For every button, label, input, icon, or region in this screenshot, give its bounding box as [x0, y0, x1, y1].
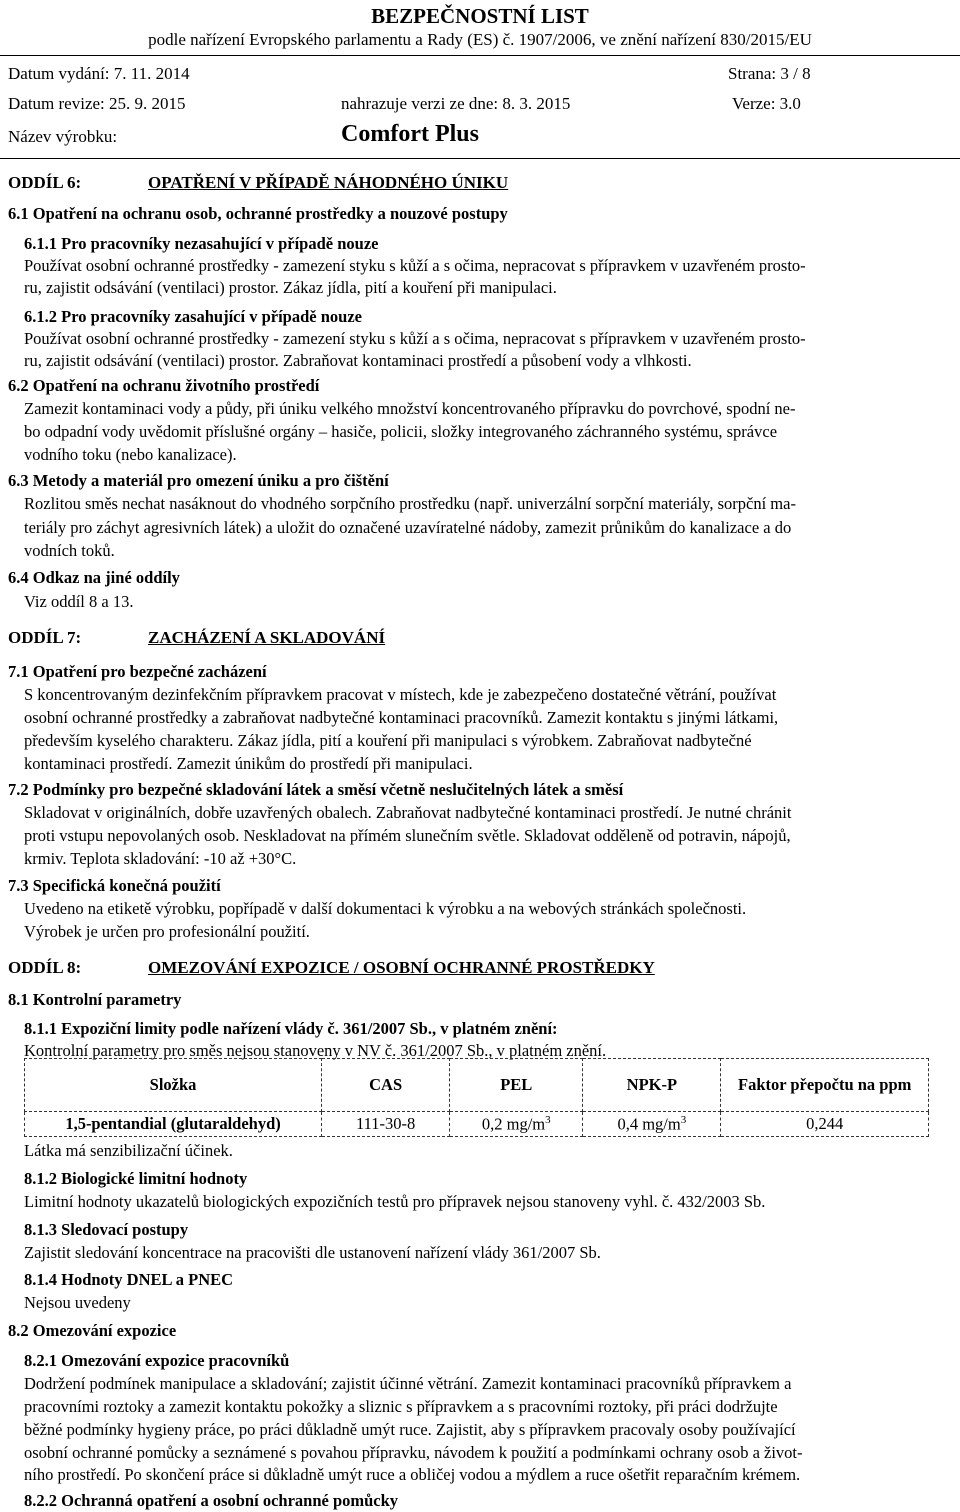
s7-2-heading: 7.2 Podmínky pro bezpečné skladování látek a směsí včetně neslučitelných látek a směsí — [8, 780, 624, 799]
section-6-number: ODDÍL 6: — [8, 173, 82, 192]
s6-2-text-line: bo odpadní vody uvědomit příslušné orgány – hasiče, policii, složky integrovaného záchranného systému, správce — [24, 422, 778, 441]
table-cell-component: 1,5-pentandial (glutaraldehyd) — [25, 1112, 322, 1137]
section-7-title: ZACHÁZENÍ A SKLADOVÁNÍ — [148, 628, 386, 647]
s8-1-4-heading: 8.1.4 Hodnoty DNEL a PNEC — [24, 1270, 234, 1289]
version: Verze: 3.0 — [732, 94, 801, 113]
s7-1-text-line: osobní ochranné prostředky a zabraňovat nadbytečné kontaminaci pracovníků. Zamezit kontaktu s jinými látkami, — [24, 708, 779, 727]
s8-1-1-text-line: Kontrolní parametry pro směs nejsou stanoveny v NV č. 361/2007 Sb., v platném znění. — [24, 1041, 607, 1060]
table-header-cell: NPK-P — [583, 1059, 721, 1112]
s7-2-text-line: Skladovat v originálních, dobře uzavřených obalech. Zabraňovat nadbytečné kontaminaci prostředí. Je nutné chránit — [24, 803, 792, 822]
s7-3-text-line: Uvedeno na etiketě výrobku, popřípadě v další dokumentaci k výrobku a na webových stránkách společnosti. — [24, 899, 747, 918]
s7-3-text-line: Výrobek je určen pro profesionální použití. — [24, 922, 310, 941]
s7-2-text-line: krmiv. Teplota skladování: -10 až +30°C. — [24, 849, 297, 868]
s7-1-text-line: kontaminaci prostředí. Zamezit únikům do prostředí při manipulaci. — [24, 754, 473, 773]
table-cell-npk — [583, 1112, 721, 1137]
s8-2-1-text-line: Dodržení podmínek manipulace a skladování; zajistit účinné větrání. Zamezit kontaminaci pracovníků přípravkem a — [24, 1374, 792, 1393]
table-header-cell: CAS — [322, 1059, 450, 1112]
s6-4-heading: 6.4 Odkaz na jiné oddíly — [8, 568, 180, 587]
s6-3-text-line: Rozlitou směs nechat nasáknout do vhodného sorpčního prostředku (např. univerzální sorpční materiály, sorpční ma- — [24, 494, 796, 513]
s8-2-1-text-line: osobní ochranné pomůcky a seznámené s povahou přípravku, návodem k použití a podmínkami ochrany osob a život- — [24, 1443, 803, 1462]
s6-3-heading: 6.3 Metody a materiál pro omezení úniku a pro čištění — [8, 471, 389, 490]
npk-value: 0,4 mg/m — [617, 1114, 681, 1134]
s7-2-text-line: proti vstupu nepovolaných osob. Neskladovat na přímém slunečním světle. Skladovat odděleně od potravin, nápojů, — [24, 826, 791, 845]
s8-1-1-heading: 8.1.1 Expoziční limity podle nařízení vlády č. 361/2007 Sb., v platném znění: — [24, 1019, 558, 1038]
document-title: BEZPEČNOSTNÍ LIST — [371, 4, 589, 28]
header-rule-bottom — [0, 158, 960, 159]
s8-1-2-text-line: Limitní hodnoty ukazatelů biologických expozičních testů pro přípravek nejsou stanoveny vyhl. č. 432/2003 Sb. — [24, 1192, 766, 1211]
s7-1-text-line: S koncentrovaným dezinfekčním přípravkem pracovat v místech, kde je zabezpečeno dostatečné větrání, používat — [24, 685, 777, 704]
s6-3-text-line: teriály pro záchyt agresivních látek) a uložit do označené uzavíratelné nádoby, zamezit průnikům do kanalizace a do — [24, 518, 792, 537]
table-header-cell: Faktor přepočtu na ppm — [721, 1059, 929, 1112]
table-cell-cas: 111-30-8 — [322, 1112, 450, 1137]
s7-1-heading: 7.1 Opatření pro bezpečné zacházení — [8, 662, 267, 681]
s8-2-1-text-line: běžné podmínky hygieny práce, po práci důkladně umýt ruce. Zajistit, aby s přípravkem pracovaly osoby používající — [24, 1420, 796, 1439]
s8-2-heading: 8.2 Omezování expozice — [8, 1321, 177, 1340]
s6-2-heading: 6.2 Opatření na ochranu životního prostředí — [8, 376, 320, 395]
table-cell-pel — [450, 1112, 583, 1137]
section-8-title: OMEZOVÁNÍ EXPOZICE / OSOBNÍ OCHRANNÉ PROSTŘEDKY — [148, 958, 655, 977]
s6-3-text-line: vodních toků. — [24, 541, 115, 560]
pel-unit-exponent: 3 — [545, 1113, 551, 1126]
table-header-cell: PEL — [450, 1059, 583, 1112]
header-rule-top — [0, 55, 960, 56]
s8-1-2-heading: 8.1.2 Biologické limitní hodnoty — [24, 1169, 248, 1188]
product-name: Comfort Plus — [341, 121, 479, 147]
s8-2-1-text-line: pracovními roztoky a zamezit kontaktu pokožky a sliznic s přípravkem a s pracovními roztoky, při práci dodržujte — [24, 1397, 778, 1416]
section-7-number: ODDÍL 7: — [8, 628, 82, 647]
table-row — [25, 1112, 929, 1137]
s6-1-2-text-line: ru, zajistit odsávání (ventilaci) prostor. Zabraňovat kontaminaci prostředí a působení vody a vlhkosti. — [24, 351, 692, 370]
s6-1-1-text-line: ru, zajistit odsávání (ventilaci) prostor. Zákaz jídla, pití a kouření při manipulaci. — [24, 278, 557, 297]
s8-2-1-heading: 8.2.1 Omezování expozice pracovníků — [24, 1351, 290, 1370]
s8-1-heading: 8.1 Kontrolní parametry — [8, 990, 182, 1009]
s6-2-text-line: vodního toku (nebo kanalizace). — [24, 445, 237, 464]
s6-1-1-text-line: Používat osobní ochranné prostředky - zamezení styku s kůží a s očima, nepracovat s přípravkem v uzavřeném prosto- — [24, 256, 806, 275]
product-label: Název výrobku: — [8, 127, 118, 146]
npk-unit-exponent: 3 — [680, 1113, 687, 1126]
s8-1-4-text-line: Nejsou uvedeny — [24, 1293, 131, 1312]
revision-date: Datum revize: 25. 9. 2015 — [8, 94, 186, 113]
table-header-row — [25, 1059, 929, 1112]
exposure-limits-table — [24, 1058, 929, 1137]
s6-1-2-text-line: Používat osobní ochranné prostředky - zamezení styku s kůží a s očima, nepracovat s přípravkem v uzavřeném prosto- — [24, 329, 806, 348]
s6-1-2-heading: 6.1.2 Pro pracovníky zasahující v případě nouze — [24, 307, 362, 326]
s8-1-3-heading: 8.1.3 Sledovací postupy — [24, 1220, 189, 1239]
s6-2-text-line: Zamezit kontaminaci vody a půdy, při úniku velkého množství koncentrovaného přípravku do povrchové, spodní ne- — [24, 399, 796, 418]
s7-3-heading: 7.3 Specifická konečná použití — [8, 876, 221, 895]
page-number: Strana: 3 / 8 — [728, 64, 811, 83]
section-8-number: ODDÍL 8: — [8, 958, 82, 977]
s7-1-text-line: především kyselého charakteru. Zákaz jídla, pití a kouření při manipulaci s výrobkem. Zabraňovat nadbytečné — [24, 731, 752, 750]
s6-1-1-heading: 6.1.1 Pro pracovníky nezasahující v případě nouze — [24, 234, 379, 253]
pel-value: 0,2 mg/m — [481, 1114, 546, 1134]
s8-2-2-heading: 8.2.2 Ochranná opatření a osobní ochranné pomůcky — [24, 1491, 399, 1510]
sensitization-note: Látka má senzibilizační účinek. — [24, 1141, 233, 1160]
replaces-version: nahrazuje verzi ze dne: 8. 3. 2015 — [341, 94, 571, 113]
s6-4-text-line: Viz oddíl 8 a 13. — [24, 592, 134, 611]
table-header-cell: Složka — [25, 1059, 322, 1112]
s8-1-3-text-line: Zajistit sledování koncentrace na pracovišti dle ustanovení nařízení vlády 361/2007 Sb. — [24, 1243, 601, 1262]
section-6-title: OPATŘENÍ V PŘÍPADĚ NÁHODNÉHO ÚNIKU — [148, 173, 509, 192]
document-subtitle: podle nařízení Evropského parlamentu a Rady (ES) č. 1907/2006, ve znění nařízení 830/2015/EU — [148, 30, 812, 49]
table-cell-factor: 0,244 — [721, 1112, 929, 1137]
s8-2-1-text-line: ního prostředí. Po skončení práce si důkladně umýt ruce a obličej vodou a mýdlem a ruce ošetřit reparačním krémem. — [24, 1465, 801, 1484]
s6-1-heading: 6.1 Opatření na ochranu osob, ochranné prostředky a nouzové postupy — [8, 204, 508, 223]
issue-date: Datum vydání: 7. 11. 2014 — [8, 64, 190, 83]
